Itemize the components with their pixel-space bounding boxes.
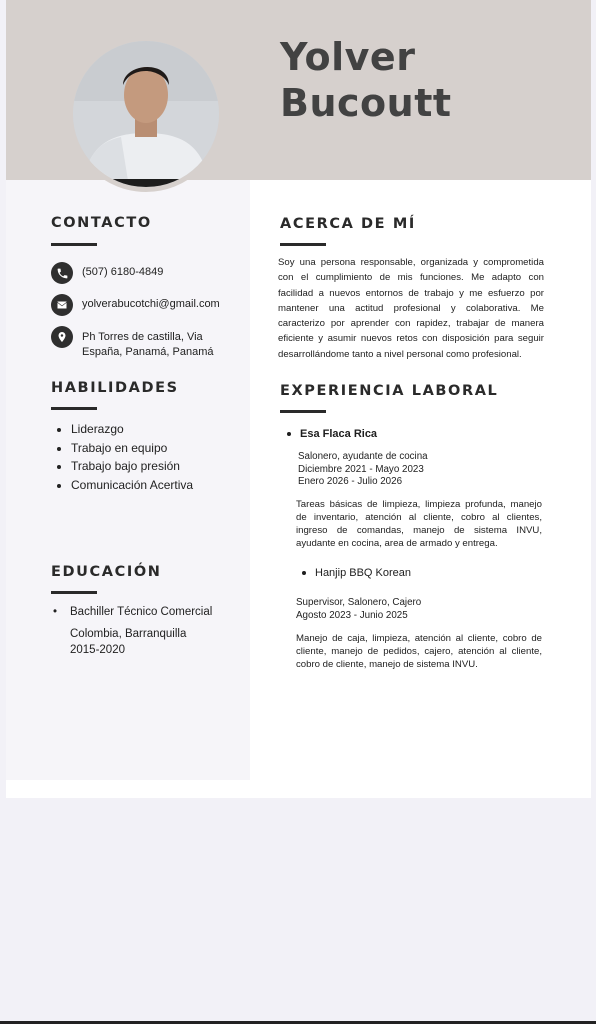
contact-divider — [51, 243, 97, 246]
education-heading: EDUCACIÓN — [51, 564, 162, 580]
job-description-2: Manejo de caja, limpieza, atención al cliente, cobro de cliente, manejo de pedidos, cajero, atención al cliente, cobro de cliente, manejo de sistema INVU. — [296, 633, 542, 671]
job-period: Enero 2026 - Julio 2026 — [298, 476, 403, 487]
job-period: Agosto 2023 - Junio 2025 — [296, 609, 408, 621]
address-line-2: España, Panamá, Panamá — [82, 346, 214, 358]
about-divider — [280, 243, 326, 246]
job-company-1 — [287, 428, 377, 440]
job-details-2 — [296, 597, 421, 622]
education-years: 2015-2020 — [70, 644, 125, 656]
email-address: yolverabucotchi@gmail.com — [82, 298, 220, 310]
job-role: Salonero, ayudante de cocina — [298, 451, 428, 462]
skills-list — [53, 420, 193, 495]
skills-divider — [51, 407, 97, 410]
last-name: Bucoutt — [280, 81, 452, 125]
skill-item: • Trabajo en equipo — [71, 439, 193, 458]
company-name: Esa Flaca Rica — [300, 428, 378, 440]
skills-heading: HABILIDADES — [51, 380, 179, 396]
bullet — [287, 432, 291, 436]
person-name — [280, 34, 452, 126]
education-divider — [51, 591, 97, 594]
phone-number: (507) 6180-4849 — [82, 266, 164, 278]
about-text: Soy una persona responsable, organizada y comprometida con el cumplimiento de mis funciones. Me adapto con facilidad a nuevos entornos de trabajo y me esfuerzo por mantener una actitud profesional y colaborativa. Me caracterizo por aprender con rapidez, trabajar de manera eficiente y asumir nuevos retos con disposición para seguir desarrollándome tanto a nivel personal como profesional. — [278, 257, 544, 360]
job-description-1: Tareas básicas de limpieza, limpieza profunda, manejo de inventario, atención al cliente, cobro al clientes, ingreso de comandas, manejo de sistema INVU, ayudante en cocina, area de armado y entrega. — [296, 499, 542, 550]
skill-item: • Trabajo bajo presión — [71, 457, 193, 476]
company-name: Hanjip BBQ Korean — [315, 567, 411, 579]
job-company-2 — [302, 567, 411, 579]
address-text — [82, 330, 213, 360]
contact-address — [51, 326, 213, 360]
phone-icon — [51, 262, 73, 284]
experience-heading: EXPERIENCIA LABORAL — [280, 383, 499, 399]
profile-photo — [68, 36, 224, 192]
degree: Bachiller Técnico Comercial — [70, 606, 213, 618]
job-role: Supervisor, Salonero, Cajero — [296, 597, 422, 608]
resume-page — [6, 0, 591, 798]
skill-item: • Liderazgo — [71, 420, 193, 439]
location-pin-icon — [51, 326, 73, 348]
about-heading: ACERCA DE MÍ — [280, 216, 416, 232]
contact-email — [51, 294, 220, 316]
bullet: • — [53, 606, 58, 618]
bullet — [302, 571, 306, 575]
job-period: Diciembre 2021 - Mayo 2023 — [298, 463, 424, 475]
job-details-1 — [298, 451, 428, 489]
person-photo-image — [73, 41, 219, 187]
contact-phone — [51, 262, 163, 284]
first-name: Yolver — [280, 35, 416, 79]
skill-item: • Comunicación Acertiva — [71, 476, 193, 495]
experience-divider — [280, 410, 326, 413]
contact-heading: CONTACTO — [51, 215, 152, 231]
education-entry — [53, 606, 212, 658]
email-icon — [51, 294, 73, 316]
education-place: Colombia, Barranquilla — [70, 628, 187, 640]
address-line-1: Ph Torres de castilla, Via — [82, 331, 203, 343]
